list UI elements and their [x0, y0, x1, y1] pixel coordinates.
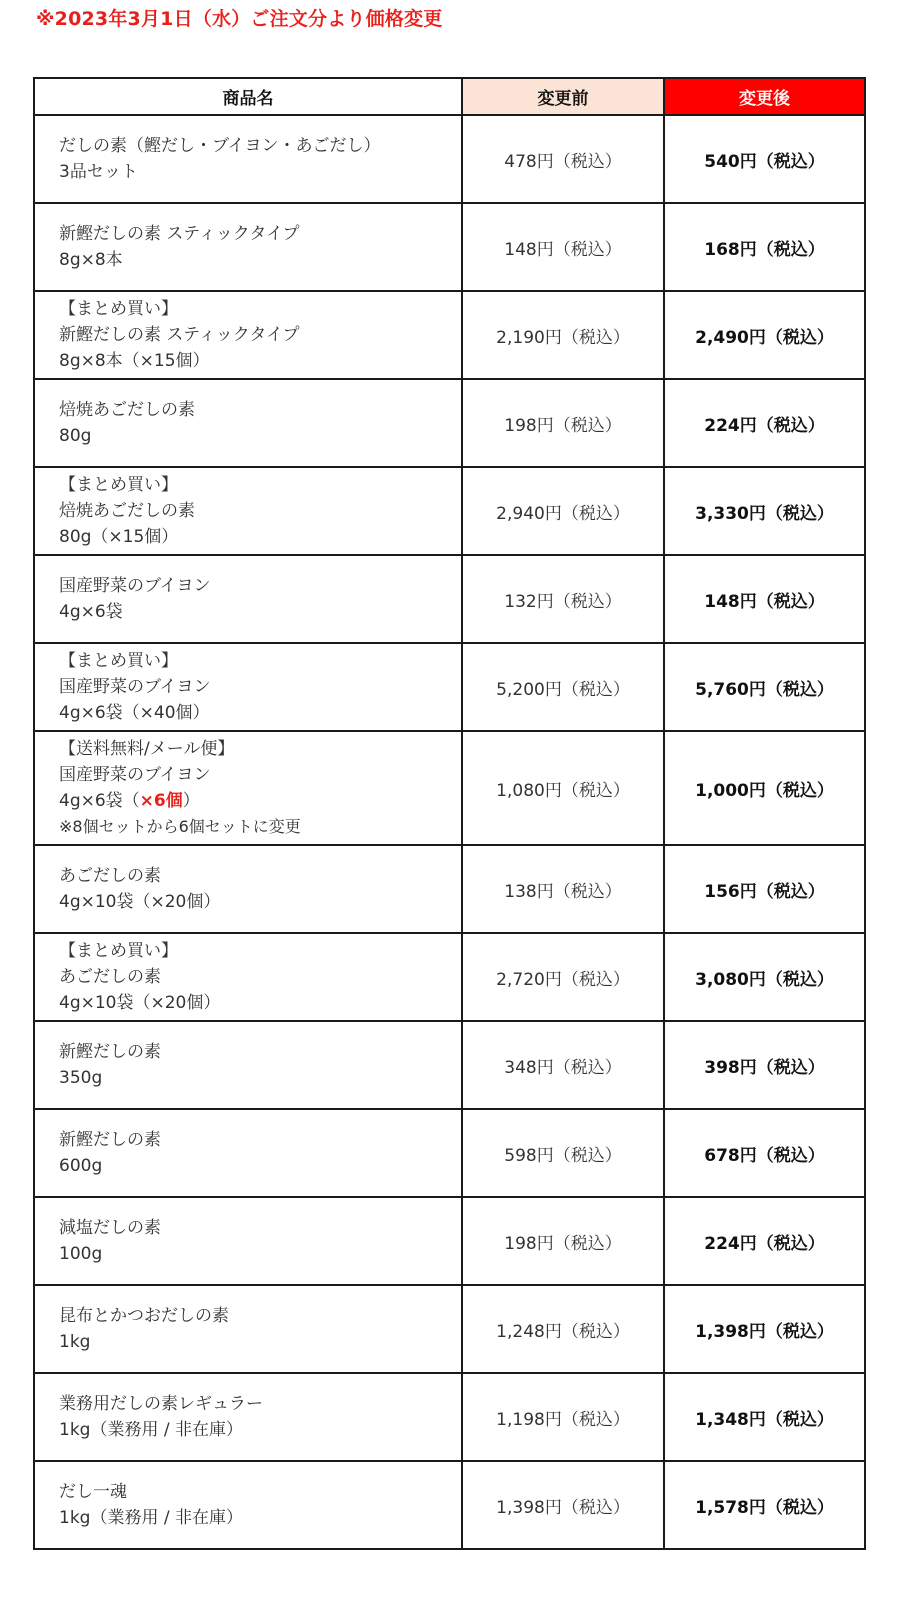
product-line: 国産野菜のブイヨン: [59, 765, 211, 785]
product-line: 4g×10袋（×20個）: [59, 993, 221, 1013]
product-line: 焙焼あごだしの素: [59, 501, 195, 521]
product-line: 8g×8本: [59, 250, 123, 270]
header-price-before: 変更前: [462, 78, 664, 115]
price-after: 168円（税込）: [664, 203, 865, 291]
product-name: [34, 1109, 462, 1197]
price-before: 1,198円（税込）: [462, 1373, 664, 1461]
product-name: [34, 291, 462, 379]
table-row: [34, 1109, 865, 1197]
product-name: [34, 933, 462, 1021]
product-line: 80g: [59, 426, 92, 446]
price-before: 2,720円（税込）: [462, 933, 664, 1021]
quantity-close: ）: [182, 791, 200, 811]
price-before: 2,190円（税込）: [462, 291, 664, 379]
table-row: [34, 467, 865, 555]
product-line: 国産野菜のブイヨン: [59, 677, 211, 697]
price-after: 1,578円（税込）: [664, 1461, 865, 1549]
header-row: [34, 78, 865, 115]
product-name: [34, 1197, 462, 1285]
product-line: [59, 788, 461, 814]
price-after: 3,080円（税込）: [664, 933, 865, 1021]
product-line: 3品セット: [59, 162, 138, 182]
table-row: [34, 115, 865, 203]
price-before: 2,940円（税込）: [462, 467, 664, 555]
product-name: [34, 379, 462, 467]
price-before: 478円（税込）: [462, 115, 664, 203]
product-line: 350g: [59, 1068, 103, 1088]
quantity-text: 4g×6袋（: [59, 791, 140, 811]
price-after: 148円（税込）: [664, 555, 865, 643]
table-row: [34, 555, 865, 643]
price-before: 132円（税込）: [462, 555, 664, 643]
product-line: 80g（×15個）: [59, 527, 179, 547]
product-line: 【送料無料/メール便】: [59, 739, 235, 759]
price-before: 5,200円（税込）: [462, 643, 664, 731]
set-change-note: ※8個セットから6個セットに変更: [59, 817, 301, 836]
table-row: [34, 1373, 865, 1461]
product-line: 新鰹だしの素: [59, 1042, 161, 1062]
product-name: [34, 643, 462, 731]
product-line: 4g×10袋（×20個）: [59, 892, 221, 912]
product-line: あごだしの素: [59, 967, 161, 987]
price-before: 198円（税込）: [462, 1197, 664, 1285]
price-before: 198円（税込）: [462, 379, 664, 467]
product-line: だし一魂: [59, 1482, 127, 1502]
price-before: 348円（税込）: [462, 1021, 664, 1109]
product-name: [34, 1285, 462, 1373]
table-row: [34, 933, 865, 1021]
price-after: 398円（税込）: [664, 1021, 865, 1109]
table-row: [34, 845, 865, 933]
product-line: 減塩だしの素: [59, 1218, 161, 1238]
table-row: [34, 1285, 865, 1373]
product-line: だしの素（鰹だし・ブイヨン・あごだし）: [59, 136, 381, 156]
price-table: [33, 77, 866, 1550]
price-after: 5,760円（税込）: [664, 643, 865, 731]
price-after: 224円（税込）: [664, 1197, 865, 1285]
product-name: [34, 1461, 462, 1549]
product-line: 1kg（業務用 / 非在庫）: [59, 1508, 243, 1528]
product-line: 【まとめ買い】: [59, 299, 178, 319]
header-price-after: 変更後: [664, 78, 865, 115]
price-after: 2,490円（税込）: [664, 291, 865, 379]
product-line: 600g: [59, 1156, 103, 1176]
product-line: 1kg（業務用 / 非在庫）: [59, 1420, 243, 1440]
product-name: [34, 845, 462, 933]
table-row: [34, 1461, 865, 1549]
product-name: [34, 731, 462, 845]
product-line: 【まとめ買い】: [59, 475, 178, 495]
product-line: 1kg: [59, 1332, 91, 1352]
price-change-notice: ※2023年3月1日（水）ご注文分より価格変更: [36, 8, 443, 30]
product-line: 昆布とかつおだしの素: [59, 1306, 229, 1326]
product-name: [34, 1021, 462, 1109]
product-line: あごだしの素: [59, 866, 161, 886]
header-product-name: 商品名: [34, 78, 462, 115]
product-name: [34, 467, 462, 555]
price-after: 678円（税込）: [664, 1109, 865, 1197]
price-before: 138円（税込）: [462, 845, 664, 933]
changed-quantity: ×6個: [139, 791, 183, 811]
product-name: [34, 555, 462, 643]
product-line: 国産野菜のブイヨン: [59, 576, 211, 596]
price-before: 148円（税込）: [462, 203, 664, 291]
price-after: 3,330円（税込）: [664, 467, 865, 555]
price-after: 1,348円（税込）: [664, 1373, 865, 1461]
product-line: 新鰹だしの素 スティックタイプ: [59, 224, 300, 244]
product-line: 焙焼あごだしの素: [59, 400, 195, 420]
table-row: [34, 1197, 865, 1285]
price-after: 1,000円（税込）: [664, 731, 865, 845]
price-before: 1,248円（税込）: [462, 1285, 664, 1373]
price-after: 156円（税込）: [664, 845, 865, 933]
price-before: 598円（税込）: [462, 1109, 664, 1197]
product-line: 業務用だしの素レギュラー: [59, 1394, 263, 1414]
product-name: [34, 203, 462, 291]
price-before: 1,398円（税込）: [462, 1461, 664, 1549]
product-line: 【まとめ買い】: [59, 941, 178, 961]
price-after: 540円（税込）: [664, 115, 865, 203]
product-line: 100g: [59, 1244, 103, 1264]
product-line: 新鰹だしの素: [59, 1130, 161, 1150]
product-name: [34, 115, 462, 203]
table-row: [34, 379, 865, 467]
table-row: [34, 1021, 865, 1109]
product-line: 新鰹だしの素 スティックタイプ: [59, 325, 300, 345]
table-row: [34, 291, 865, 379]
table-row: [34, 203, 865, 291]
table-row: [34, 643, 865, 731]
product-line: 4g×6袋（×40個）: [59, 703, 210, 723]
price-before: 1,080円（税込）: [462, 731, 664, 845]
price-after: 224円（税込）: [664, 379, 865, 467]
table-row: [34, 731, 865, 845]
product-name: [34, 1373, 462, 1461]
price-after: 1,398円（税込）: [664, 1285, 865, 1373]
product-line: 【まとめ買い】: [59, 651, 178, 671]
product-line: 8g×8本（×15個）: [59, 351, 210, 371]
product-line: 4g×6袋: [59, 602, 123, 622]
